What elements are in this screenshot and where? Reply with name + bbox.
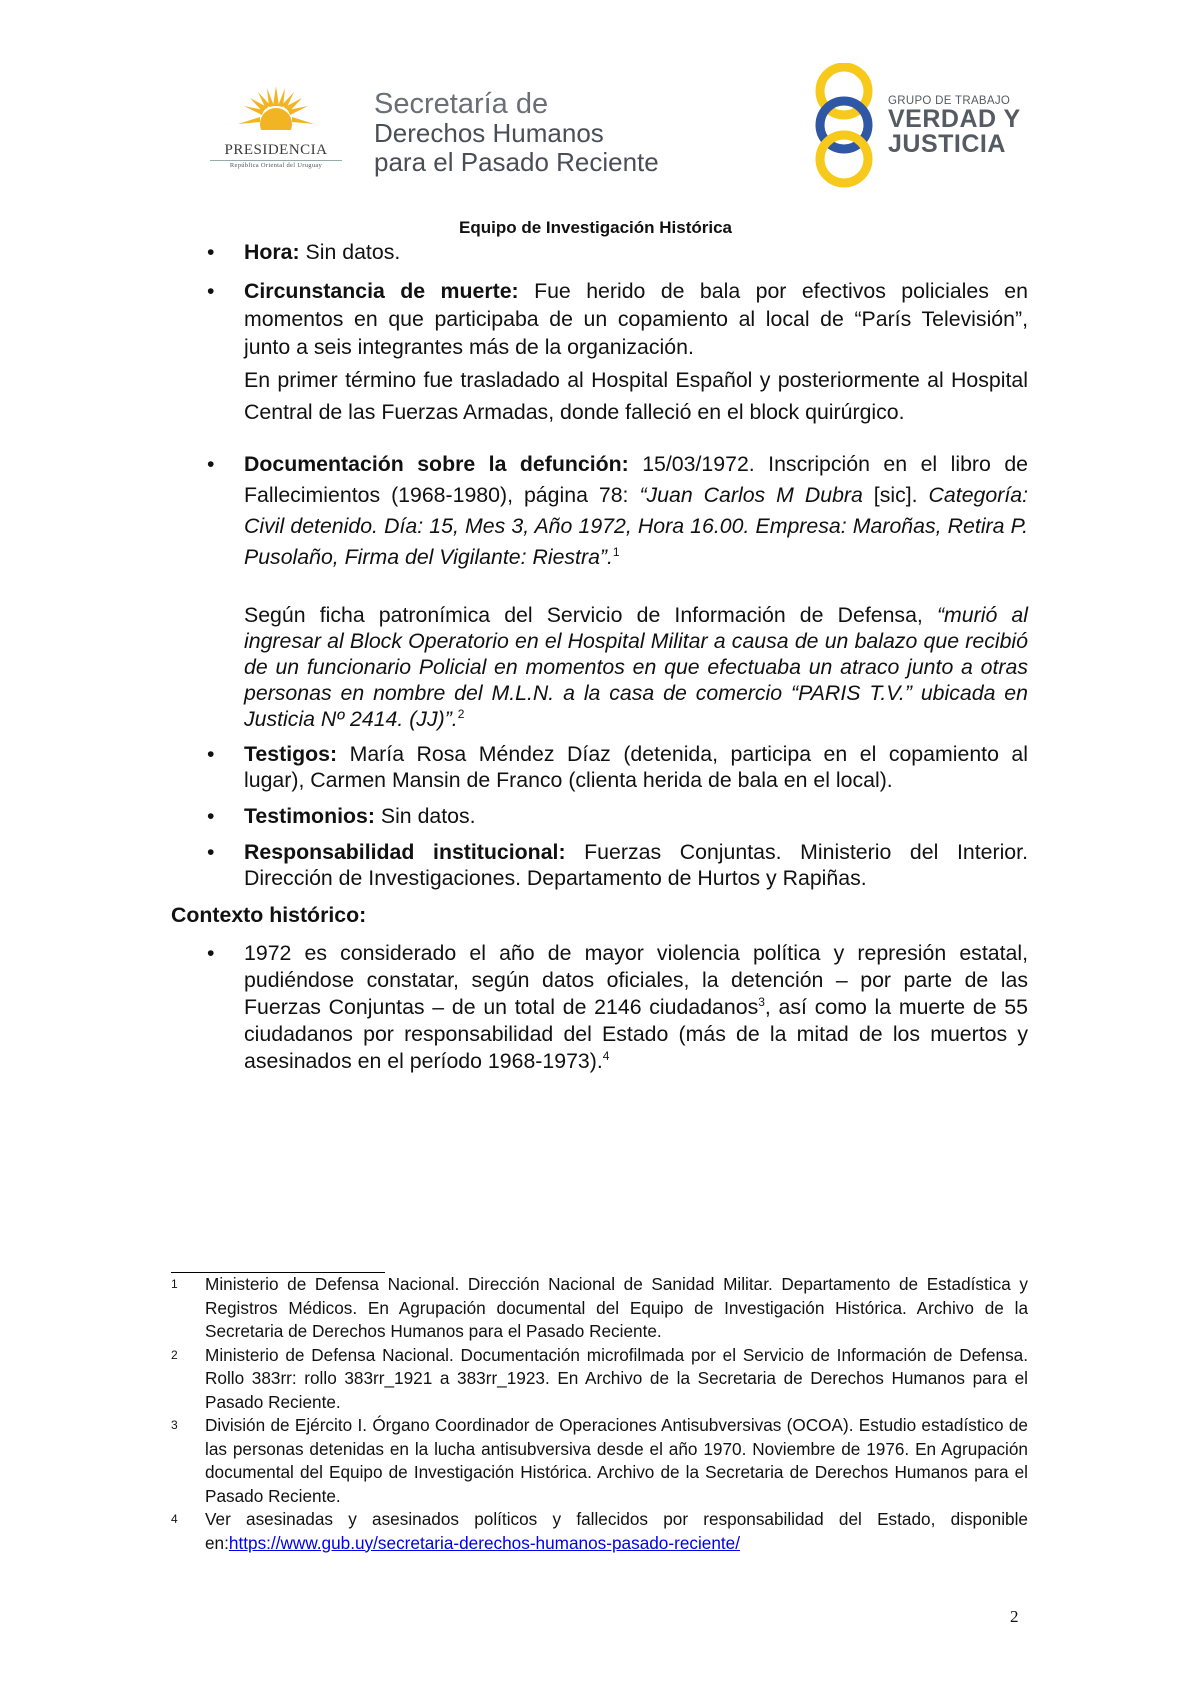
responsabilidad-text: Fuerzas Conjuntas. Ministerio del Interior. Dirección de Investigaciones. Departamento de Hurtos y Rapiñas. — [244, 840, 1028, 890]
page-header — [0, 0, 1191, 215]
hora-label: Hora: — [244, 240, 300, 264]
footnotes — [171, 1273, 1028, 1555]
footnote-link[interactable]: https://www.gub.uy/secretaria-derechos-humanos-pasado-reciente/ — [228, 1532, 741, 1553]
item-responsabilidad — [171, 839, 1028, 891]
testigos-label: Testigos: — [244, 742, 338, 766]
gtvj-line-2: VERDAD Y — [888, 105, 1021, 133]
footnote-text: Ministerio de Defensa Nacional. Documentación microfilmada por el Servicio de Información de Defensa. Rollo 383rr: rollo 383rr_1921 a 383rr_1923. En Archivo de la Secretaria de Derechos Humanos para el Pasado Reciente. — [205, 1344, 1028, 1412]
item-contexto — [171, 940, 1028, 1075]
verdad-justicia-logo — [808, 63, 1028, 188]
secretaria-line-2: Derechos Humanos — [374, 118, 604, 148]
footnote-text: Ver asesinadas y asesinados políticos y fallecidos por responsabilidad del Estado, disponible en: — [205, 1509, 1028, 1553]
bullet-icon: • — [207, 279, 215, 303]
testimonios-label: Testimonios: — [244, 804, 375, 828]
verdad-justicia-text — [888, 95, 1021, 157]
bullet-icon: • — [207, 941, 215, 965]
bullet-icon: • — [207, 840, 215, 864]
ficha-patronimica-paragraph — [171, 602, 1028, 732]
presidencia-divider — [210, 160, 342, 161]
bullet-icon: • — [207, 804, 215, 828]
documentacion-sic: [sic]. — [862, 483, 929, 507]
circunstancia-label: Circunstancia de muerte: — [244, 279, 519, 303]
documentacion-quote-1: “Juan Carlos M Dubra — [639, 483, 863, 507]
ficha-text: Según ficha patronímica del Servicio de Información de Defensa, — [244, 603, 937, 627]
document-body — [171, 238, 1028, 1075]
footnote-ref-3[interactable]: 3 — [758, 994, 765, 1009]
footnote-ref-4[interactable]: 4 — [602, 1048, 610, 1063]
footnote-text: División de Ejército I. Órgano Coordinador de Operaciones Antisubversivas (OCOA). Estudio estadístico de las personas detenidas en la lucha antisubversiva desde el año 1970. Noviembre de 1976. En Agrupación documental del Equipo de Investigación Histórica. Archivo de la Secretaria de Derechos Humanos para el Pasado Reciente. — [205, 1415, 1028, 1506]
item-hora — [171, 238, 1028, 266]
gtvj-line-3: JUSTICIA — [888, 130, 1006, 158]
secretaria-title — [374, 90, 659, 177]
footnote-2 — [171, 1344, 1028, 1415]
bullet-icon: • — [207, 742, 215, 766]
footnote-4 — [171, 1508, 1028, 1555]
footnote-number: 1 — [171, 1277, 178, 1291]
page-number: 2 — [1010, 1607, 1019, 1626]
footnote-1 — [171, 1273, 1028, 1344]
footnote-number: 3 — [171, 1418, 178, 1432]
item-testimonios — [171, 803, 1028, 829]
item-testigos — [171, 741, 1028, 793]
hora-text: Sin datos. — [299, 240, 401, 264]
documentacion-text: 15/03/1972. Inscripción en el libro de Fallecimientos (1968-1980), página 78: — [244, 452, 1029, 507]
footnote-number: 4 — [171, 1512, 178, 1526]
secretaria-line-3: para el Pasado Reciente — [374, 147, 659, 177]
responsabilidad-label: Responsabilidad institucional: — [244, 840, 566, 864]
contexto-title: Contexto histórico: — [171, 903, 367, 927]
footnote-3 — [171, 1414, 1028, 1508]
presidencia-logo — [196, 84, 356, 184]
circunstancia-text-2: En primer término fue trasladado al Hospital Español y posteriormente al Hospital Central de las Fuerzas Armadas, donde falleció en el block quirúrgico. — [244, 368, 1028, 424]
circunstancia-text: Fue herido de bala por efectivos policiales en momentos en que participaba de un copamiento al local de “París Televisión”, junto a seis integrantes más de la organización. — [244, 279, 1028, 359]
testimonios-text: Sin datos. — [374, 804, 476, 828]
item-circunstancia — [171, 277, 1028, 361]
footnote-ref-2[interactable]: 2 — [457, 706, 465, 721]
contexto-text-b: , así como la muerte de 55 ciudadanos por responsabilidad del Estado (más de la mitad de los muertos y asesinados en el período 1968-1973). — [244, 995, 1028, 1073]
contexto-text-a: 1972 es considerado el año de mayor violencia política y represión estatal, pudiéndose constatar, según datos oficiales, la detención – por parte de las Fuerzas Conjuntas – de un total de 2146 ciudadanos — [244, 941, 1028, 1019]
presidencia-name: PRESIDENCIA — [224, 142, 328, 158]
presidencia-subtitle: República Oriental del Uruguay — [229, 162, 323, 169]
documentacion-quote-2: Categoría: Civil detenido. Día: 15, Mes 3, Año 1972, Hora 16.00. Empresa: Maroñas, Retira P. Pusolaño, Firma del Vigilante: Riestra”. — [244, 483, 1028, 569]
footnote-number: 2 — [171, 1347, 178, 1362]
footnote-ref-1[interactable]: 1 — [612, 544, 620, 559]
team-title: Equipo de Investigación Histórica — [459, 218, 732, 237]
bullet-icon: • — [207, 452, 215, 476]
sun-icon — [234, 84, 318, 142]
bullet-icon: • — [207, 240, 215, 264]
secretaria-line-1: Secretaría de — [374, 88, 549, 120]
ficha-quote: “murió al ingresar al Block Operatorio en el Hospital Militar a causa de un balazo que recibió de un funcionario Policial en momentos en que efectuaba un atraco junto a otras personas en nombre del M.L.N. a la casa de comercio “PARIS T.V.” ubicada en Justicia Nº 2414. (JJ)”. — [244, 603, 1028, 731]
linked-rings-icon — [808, 63, 888, 188]
documentacion-label: Documentación sobre la defunción: — [244, 452, 629, 476]
testigos-text: María Rosa Méndez Díaz (detenida, participa en el copamiento al lugar), Carmen Mansin de Franco (clienta herida de bala en el local). — [244, 742, 1028, 792]
item-documentacion — [171, 449, 1028, 573]
gtvj-line-1: GRUPO DE TRABAJO — [888, 95, 1011, 107]
footnote-text: Ministerio de Defensa Nacional. Dirección Nacional de Sanidad Militar. Departamento de Estadística y Registros Médicos. En Agrupación documental del Equipo de Investigación Histórica. Archivo de la Secretaria de Derechos Humanos para el Pasado Reciente. — [205, 1274, 1028, 1341]
